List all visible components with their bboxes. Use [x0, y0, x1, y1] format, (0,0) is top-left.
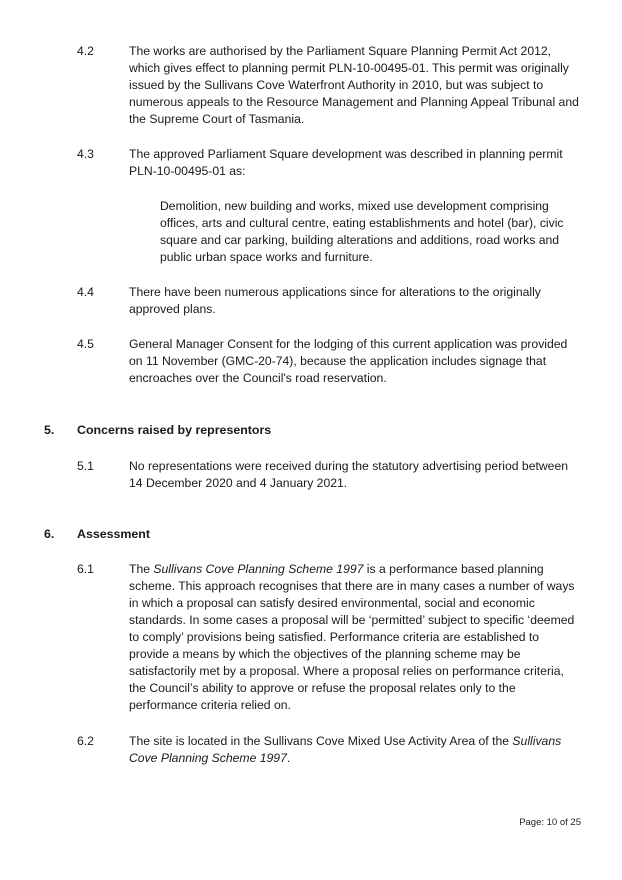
paragraph-number: 4.4 [77, 285, 94, 299]
text-run: . [286, 751, 291, 765]
paragraph-number: 4.2 [77, 44, 94, 58]
section-title: Concerns raised by representors [77, 423, 272, 437]
paragraph-text [129, 561, 579, 714]
section-number: 5. [44, 423, 55, 437]
paragraph-text [129, 733, 579, 767]
paragraph-text: The works are authorised by the Parliament Square Planning Permit Act 2012, which gives effect to planning permit PLN-10-00495-01. This permit was originally issued by the Sullivans Cove Waterfront Authority in 2010, but was subject to numerous appeals to the Resource Management and Planning Appeal Tribunal and the Supreme Court of Tasmania. [129, 44, 579, 126]
text-run: The [129, 562, 154, 576]
section-number: 6. [44, 527, 55, 541]
paragraph-text: No representations were received during the statutory advertising period between 14 December 2020 and 4 January 2021. [129, 459, 568, 490]
page-number: Page: 10 of 25 [519, 817, 581, 828]
block-quote: Demolition, new building and works, mixed use development comprising offices, arts and cultural centre, eating establishments and hotel (bar), civic square and car parking, building alterations and additions, road works and public urban space works and furniture. [160, 199, 564, 264]
section-title: Assessment [77, 527, 151, 541]
scheme-title: Sullivans Cove Planning Scheme 1997 [129, 734, 562, 765]
scheme-title: Sullivans Cove Planning Scheme 1997 [153, 562, 364, 576]
paragraph-number: 4.3 [77, 147, 94, 161]
text-run: The site is located in the Sullivans Cove Mixed Use Activity Area of the [129, 734, 513, 748]
paragraph-number: 4.5 [77, 337, 94, 351]
paragraph-number: 6.2 [77, 734, 94, 748]
paragraph-number: 6.1 [77, 562, 94, 576]
paragraph-number: 5.1 [77, 459, 94, 473]
paragraph-text: General Manager Consent for the lodging of this current application was provided on 11 November (GMC-20-74), because the application includes signage that encroaches over the Council's road reservation. [129, 337, 568, 385]
paragraph-text: The approved Parliament Square development was described in planning permit PLN-10-00495-01 as: [129, 147, 563, 178]
paragraph-text: There have been numerous applications since for alterations to the originally approved plans. [129, 285, 541, 316]
text-run: is a performance based planning scheme. This approach recognises that there are in many cases a number of ways in which a proposal can satisfy desired environmental, social and economic standards. In some cases a proposal will be ‘permitted’ subject to specific ‘deemed to comply’ provisions being satisfied. Performance criteria are established to provide a means by which the objectives of the planning scheme may be satisfactorily met by a proposal. Where a proposal relies on performance criteria, the Council’s ability to approve or refuse the proposal relates only to the performance criteria relied on. [129, 562, 575, 712]
